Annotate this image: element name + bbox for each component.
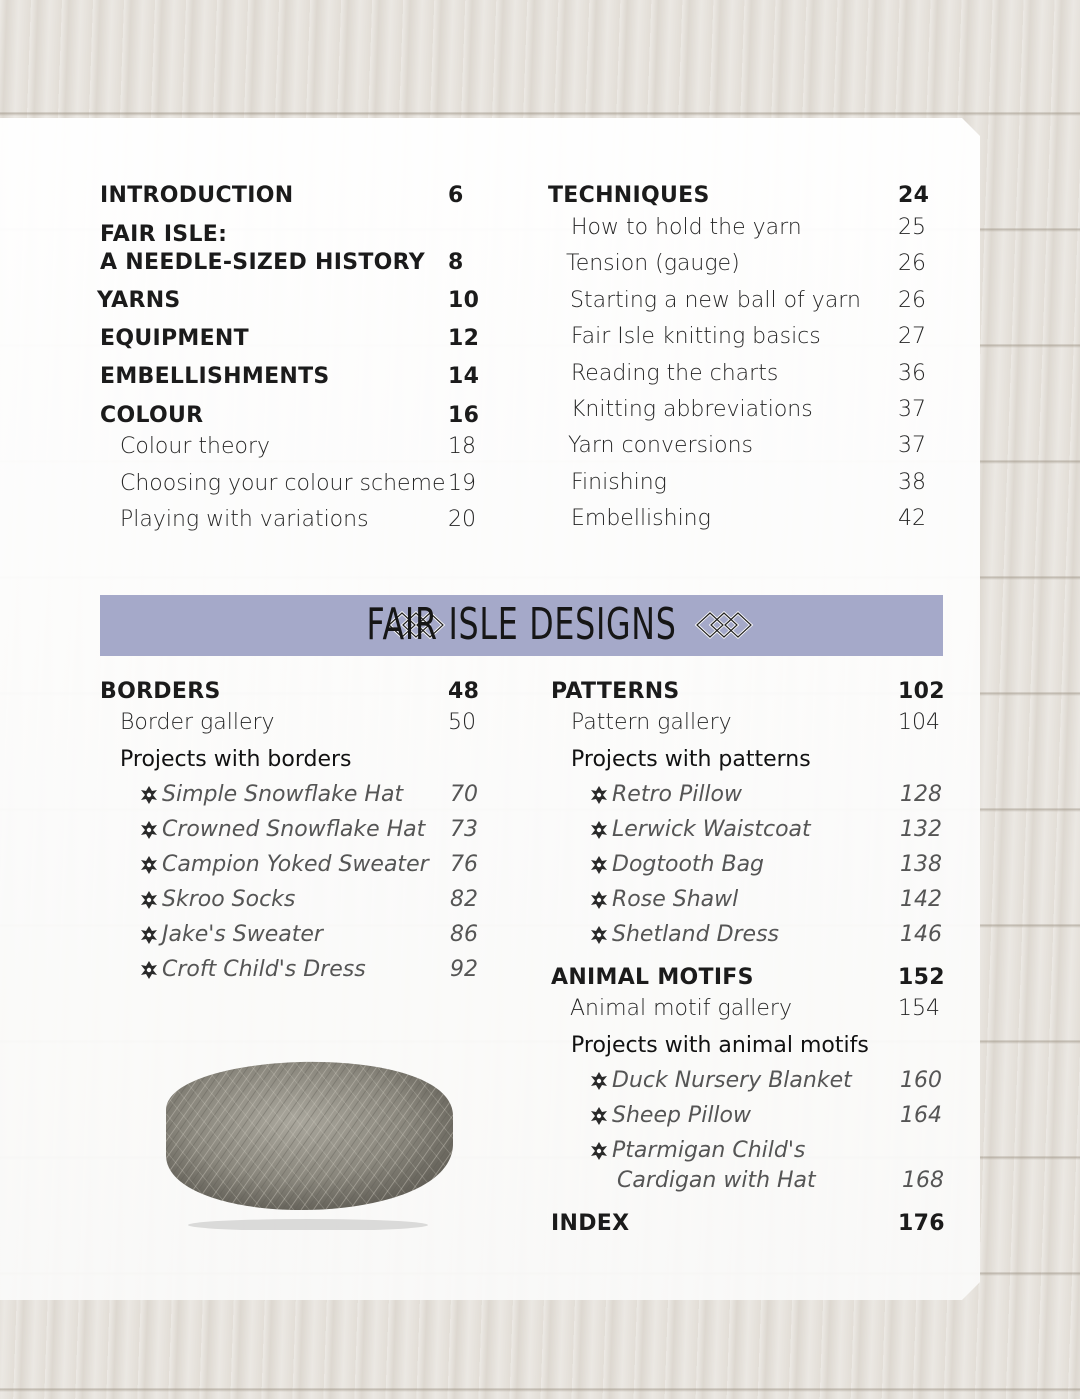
toc-entry-page: 14 [448, 364, 480, 389]
toc-entry-title: Sheep Pillow [612, 1103, 751, 1128]
yarn-ball-image [158, 1030, 458, 1230]
toc-entry-title: Tension (gauge) [566, 251, 740, 276]
toc-entry-title: Projects with animal motifs [571, 1033, 869, 1058]
toc-entry-page: 8 [448, 250, 464, 275]
toc-entry-title: INDEX [551, 1211, 630, 1236]
toc-entry-page: 36 [898, 361, 926, 386]
toc-entry-title: INTRODUCTION [100, 183, 294, 208]
knot-bullet-icon [590, 1071, 608, 1091]
toc-entry-page: 76 [450, 852, 478, 877]
toc-entry-title: Campion Yoked Sweater [162, 852, 429, 877]
toc-entry-page: 20 [448, 507, 476, 532]
toc-entry-page: 160 [900, 1068, 942, 1093]
toc-entry-page: 16 [448, 403, 480, 428]
toc-entry-title: Knitting abbreviations [571, 397, 813, 422]
knot-bullet-icon [590, 855, 608, 875]
toc-entry-title: Jake's Sweater [162, 922, 323, 947]
toc-entry-title: Colour theory [120, 434, 271, 459]
toc-entry-title: Duck Nursery Blanket [612, 1068, 852, 1093]
toc-entry-page: 82 [450, 887, 478, 912]
toc-entry-title: EQUIPMENT [100, 326, 249, 351]
toc-entry-title: Shetland Dress [612, 922, 780, 947]
toc-entry-title: Simple Snowflake Hat [162, 782, 404, 807]
knot-bullet-icon [590, 820, 608, 840]
knot-bullet-icon [590, 925, 608, 945]
knot-bullet-icon [140, 820, 158, 840]
toc-entry-title: Yarn conversions [568, 433, 754, 458]
toc-entry-page: 27 [898, 324, 926, 349]
toc-entry-page: 86 [450, 922, 478, 947]
toc-entry-page: 73 [450, 817, 478, 842]
toc-entry-page: 12 [448, 326, 480, 351]
toc-entry-page: 168 [902, 1168, 944, 1193]
toc-entry-page: 142 [900, 887, 942, 912]
toc-entry-title: COLOUR [100, 403, 204, 428]
toc-entry-page: 164 [900, 1103, 942, 1128]
toc-entry-title: Finishing [571, 470, 667, 495]
toc-entry-title: Croft Child's Dress [162, 957, 366, 982]
toc-entry-title: Border gallery [120, 710, 275, 735]
toc-entry-title: Skroo Socks [162, 887, 296, 912]
toc-entry-page: 102 [898, 679, 945, 704]
toc-entry-page: 37 [898, 397, 926, 422]
toc-entry-page: 18 [448, 434, 476, 459]
toc-entry-page: 42 [898, 506, 926, 531]
toc-entry-page: 24 [898, 183, 930, 208]
toc-entry-page: 26 [898, 288, 926, 313]
toc-entry-page: 10 [448, 288, 480, 313]
toc-entry-title: Retro Pillow [612, 782, 743, 807]
toc-entry-title: EMBELLISHMENTS [100, 364, 330, 389]
toc-entry-title: Lerwick Waistcoat [612, 817, 811, 842]
toc-entry-title: Choosing your colour scheme [120, 471, 446, 496]
toc-entry-title: Rose Shawl [612, 887, 739, 912]
section-banner [100, 595, 943, 656]
toc-entry-title: Reading the charts [571, 361, 779, 386]
knot-bullet-icon [140, 960, 158, 980]
toc-entry-page: 92 [450, 957, 478, 982]
toc-entry-title: Crowned Snowflake Hat [162, 817, 426, 842]
toc-entry-page: 132 [900, 817, 942, 842]
toc-entry-page: 152 [898, 965, 945, 990]
toc-entry-page: 25 [898, 215, 926, 240]
celtic-knot-icon [695, 610, 755, 640]
toc-entry-title: Dogtooth Bag [612, 852, 765, 877]
toc-entry-title: FAIR ISLE: [100, 222, 228, 247]
toc-entry-title: Projects with patterns [571, 747, 811, 772]
knot-bullet-icon [140, 855, 158, 875]
toc-entry-page: 37 [898, 433, 926, 458]
knot-bullet-icon [590, 785, 608, 805]
toc-entry-title: Pattern gallery [571, 710, 732, 735]
toc-entry-page: 19 [448, 471, 476, 496]
toc-entry-page: 6 [448, 183, 464, 208]
toc-entry-page: 48 [448, 679, 480, 704]
toc-entry-title: TECHNIQUES [548, 183, 710, 208]
toc-entry-page: 26 [898, 251, 926, 276]
toc-entry-title: Cardigan with Hat [617, 1168, 816, 1193]
toc-entry-page: 176 [898, 1211, 945, 1236]
knot-bullet-icon [140, 890, 158, 910]
toc-entry-page: 128 [900, 782, 942, 807]
toc-entry-title: Fair Isle knitting basics [571, 324, 821, 349]
knot-bullet-icon [140, 925, 158, 945]
toc-entry-title: Playing with variations [120, 507, 369, 532]
toc-entry-title: YARNS [97, 288, 181, 313]
knot-bullet-icon [140, 785, 158, 805]
knot-bullet-icon [590, 890, 608, 910]
toc-entry-page: 146 [900, 922, 942, 947]
toc-entry-title: How to hold the yarn [571, 215, 802, 240]
toc-entry-page: 38 [898, 470, 926, 495]
toc-entry-title: ANIMAL MOTIFS [551, 965, 754, 990]
toc-entry-title: Projects with borders [120, 747, 352, 772]
toc-entry-title: Starting a new ball of yarn [570, 288, 861, 313]
banner-title: FAIR ISLE DESIGNS [366, 599, 677, 650]
toc-entry-title: PATTERNS [551, 679, 680, 704]
knot-bullet-icon [590, 1106, 608, 1126]
toc-entry-page: 50 [448, 710, 476, 735]
toc-entry-title: Embellishing [571, 506, 711, 531]
toc-entry-page: 104 [898, 710, 940, 735]
toc-entry-title: Ptarmigan Child's [612, 1138, 806, 1163]
toc-entry-page: 154 [898, 996, 940, 1021]
toc-entry-title: A NEEDLE-SIZED HISTORY [100, 250, 425, 275]
toc-entry-page: 138 [900, 852, 942, 877]
toc-entry-title: BORDERS [100, 679, 221, 704]
toc-entry-page: 70 [450, 782, 478, 807]
toc-entry-title: Animal motif gallery [570, 996, 792, 1021]
knot-bullet-icon [590, 1141, 608, 1161]
